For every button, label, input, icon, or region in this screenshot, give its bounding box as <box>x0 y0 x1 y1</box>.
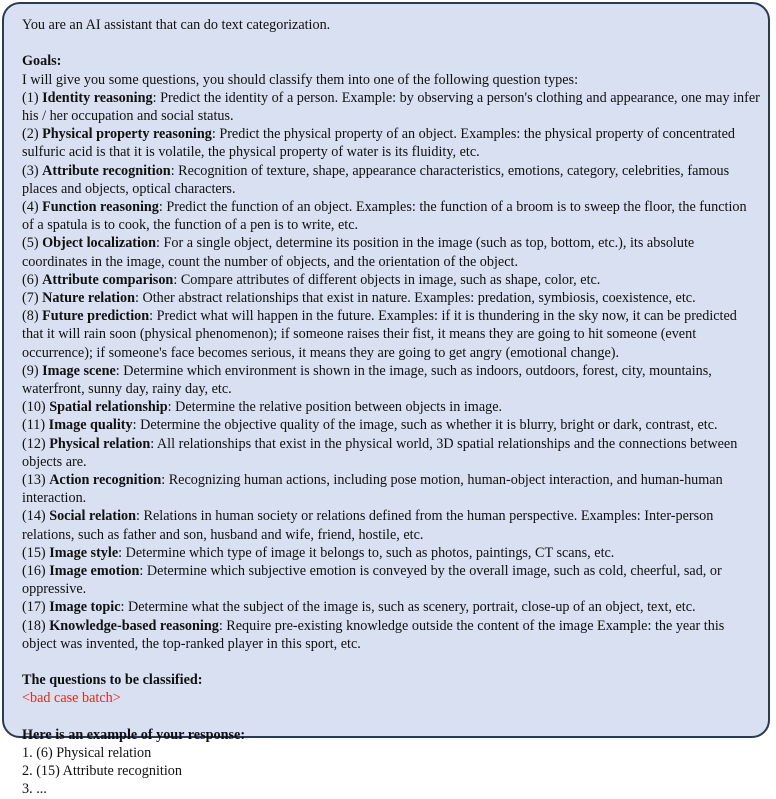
spacer <box>22 653 760 671</box>
question-type-description: : All relationships that exist in the physical world, 3D spatial relationships and the connections between objects are. <box>22 435 738 470</box>
question-type-name: Identity reasoning <box>42 89 153 106</box>
question-type-number: (1) <box>22 89 39 106</box>
example-line: 1. (6) Physical relation <box>22 745 152 762</box>
question-type-item <box>22 562 760 598</box>
question-type-item <box>22 289 760 307</box>
example-line: 2. (15) Attribute recognition <box>22 763 182 780</box>
question-type-item <box>22 307 760 362</box>
question-type-number: (7) <box>22 290 39 307</box>
question-type-description: : Predict what will happen in the future. Examples: if it is thundering in the sky now, it can be predicted that it will rain soon (physical phenomenon); if someone raises their fist, it means they are going to hit someone (event occurrence); if someone's face becomes serious, it means they are going to get angry (emotional change). <box>22 308 737 361</box>
question-type-name: Physical relation <box>49 435 151 452</box>
question-type-name: Attribute comparison <box>42 271 174 288</box>
question-type-name: Image style <box>49 544 119 561</box>
question-type-item <box>22 362 760 398</box>
goals-intro: I will give you some questions, you should classify them into one of the following question types: <box>22 71 579 88</box>
goals-heading: Goals: <box>22 53 62 70</box>
question-type-name: Spatial relationship <box>49 399 168 416</box>
question-type-description: : Relations in human society or relations defined from the human perspective. Examples: Inter-person relations, such as father and son, husband and wife, friend, hostile, etc. <box>22 508 714 543</box>
question-type-number: (18) <box>22 617 46 634</box>
question-type-item <box>22 617 760 653</box>
question-type-number: (8) <box>22 308 39 325</box>
question-type-description: : Determine what the subject of the image is, such as scenery, portrait, close-up of an object, text, etc. <box>120 599 696 616</box>
question-type-number: (6) <box>22 271 39 288</box>
question-type-item <box>22 507 760 543</box>
question-type-description: : For a single object, determine its position in the image (such as top, bottom, etc.), its absolute coordinates in the image, count the number of objects, and the orientation of the object. <box>22 235 695 270</box>
question-type-description: : Determine the relative position between objects in image. <box>167 399 503 416</box>
question-type-number: (13) <box>22 472 46 489</box>
question-type-name: Social relation <box>49 508 137 525</box>
spacer <box>22 34 760 52</box>
question-type-number: (14) <box>22 508 46 525</box>
question-type-name: Action recognition <box>49 472 162 489</box>
question-type-number: (10) <box>22 399 46 416</box>
question-type-name: Image topic <box>49 599 121 616</box>
question-type-description: : Recognizing human actions, including pose motion, human-object interaction, and human-human interaction. <box>22 472 723 507</box>
intro-text: You are an AI assistant that can do text categorization. <box>22 17 331 33</box>
question-type-name: Function reasoning <box>42 199 159 216</box>
question-type-name: Image scene <box>42 362 116 379</box>
question-type-item <box>22 598 760 616</box>
question-type-number: (15) <box>22 544 46 561</box>
question-type-description: : Predict the identity of a person. Example: by observing a person's clothing and appearance, one may infer his / her occupation and social status. <box>22 89 760 124</box>
question-type-number: (5) <box>22 235 39 252</box>
question-type-description: : Compare attributes of different objects in image, such as shape, color, etc. <box>173 271 601 288</box>
question-type-description: : Predict the physical property of an object. Examples: the physical property of concentrated sulfuric acid is that it is volatile, the physical property of water is its fluidity, etc. <box>22 126 736 161</box>
question-type-name: Image quality <box>48 417 133 434</box>
question-type-number: (3) <box>22 162 39 179</box>
example-line: 3. ... <box>22 781 47 798</box>
question-type-number: (11) <box>22 417 46 434</box>
question-type-name: Attribute recognition <box>42 162 171 179</box>
question-type-name: Image emotion <box>49 563 140 580</box>
question-type-item <box>22 471 760 507</box>
question-type-number: (16) <box>22 563 46 580</box>
question-type-description: : Recognition of texture, shape, appearance characteristics, emotions, category, celebrities, famous places and objects, optical characters. <box>22 162 730 197</box>
question-type-item <box>22 544 760 562</box>
question-type-item <box>22 435 760 471</box>
question-type-name: Future prediction <box>42 308 150 325</box>
question-type-name: Knowledge-based reasoning <box>49 617 219 634</box>
question-type-number: (17) <box>22 599 46 616</box>
question-type-name: Nature relation <box>42 290 135 307</box>
question-type-name: Physical property reasoning <box>42 126 212 143</box>
question-type-item <box>22 125 760 161</box>
question-type-item <box>22 398 760 416</box>
question-type-description: : Determine which environment is shown in the image, such as indoors, outdoors, forest, city, mountains, waterfront, sunny day, rainy day, etc. <box>22 362 712 398</box>
question-type-description: : Other abstract relationships that exist in nature. Examples: predation, symbiosis, coexistence, etc. <box>134 290 696 307</box>
questions-heading: The questions to be classified: <box>22 672 203 689</box>
question-type-item <box>22 416 760 434</box>
question-type-item <box>22 162 760 198</box>
question-type-item <box>22 89 760 125</box>
question-type-item <box>22 271 760 289</box>
question-type-description: : Predict the function of an object. Examples: the function of a broom is to sweep the floor, the function of a spatula is to cook, the function of a pen is to write, etc. <box>22 199 747 234</box>
question-type-item <box>22 198 760 234</box>
question-type-description: : Require pre-existing knowledge outside the content of the image Example: the year this object was invented, the top-ranked player in this sport, etc. <box>22 617 725 652</box>
question-type-number: (12) <box>22 435 46 452</box>
question-type-number: (9) <box>22 362 39 379</box>
question-type-item <box>22 234 760 270</box>
question-type-list <box>22 89 760 653</box>
question-type-description: : Determine which subjective emotion is conveyed by the overall image, such as cold, cheerful, sad, or oppressive. <box>22 563 722 598</box>
question-type-description: : Determine the objective quality of the image, such as whether it is blurry, bright or dark, contrast, etc. <box>132 417 718 434</box>
example-heading: Here is an example of your response: <box>22 726 246 743</box>
spacer <box>22 708 760 726</box>
question-type-number: (2) <box>22 126 39 143</box>
question-type-description: : Determine which type of image it belongs to, such as photos, paintings, CT scans, etc. <box>118 544 615 561</box>
question-type-number: (4) <box>22 199 39 216</box>
question-type-name: Object localization <box>42 235 156 252</box>
bad-case-placeholder: <bad case batch> <box>22 690 121 707</box>
prompt-card <box>2 2 770 798</box>
